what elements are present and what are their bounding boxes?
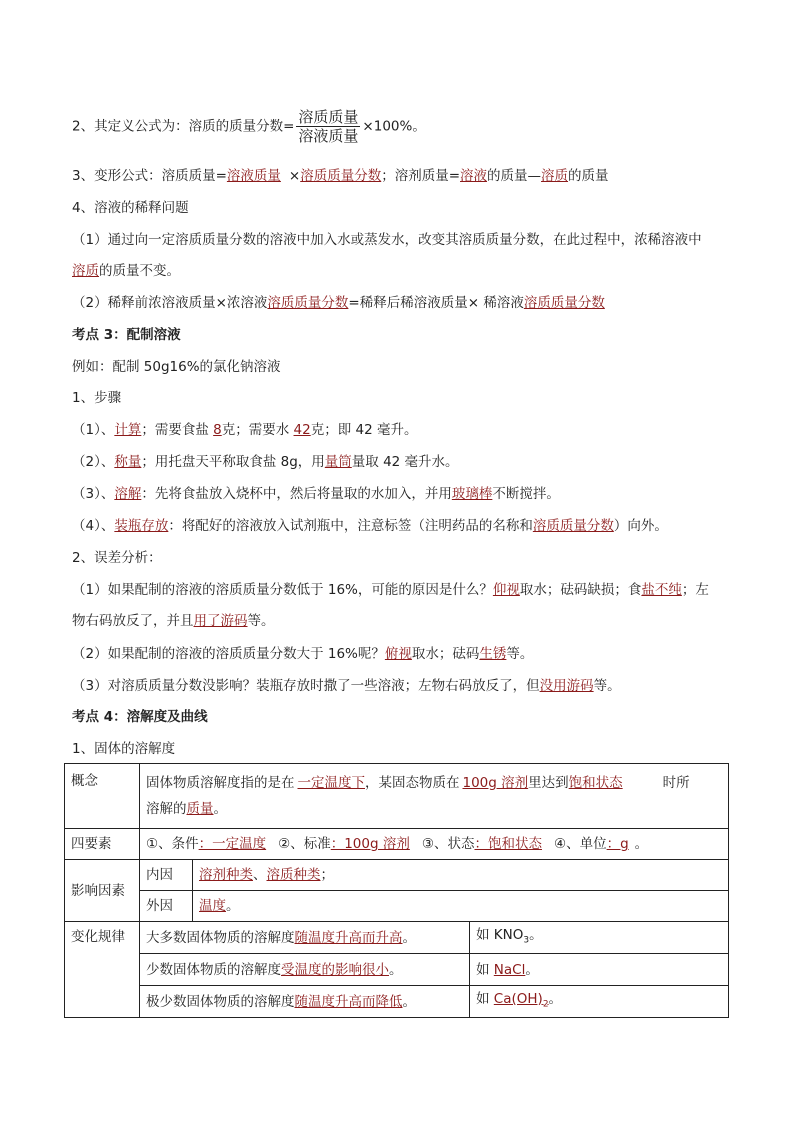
table-row — [65, 764, 729, 829]
text: 。 — [525, 961, 539, 978]
answer — [199, 836, 279, 852]
text: 物右码放反了，并且 — [72, 613, 194, 629]
answer: 随温度升高而降低 — [294, 993, 403, 1010]
denominator: 溶液质量 — [298, 127, 359, 145]
text: 克；即 42 毫升。 — [310, 422, 418, 438]
dilution-line-1 — [72, 231, 702, 249]
answer — [331, 836, 422, 852]
rules-label: 变化规律 — [65, 922, 140, 1018]
step-1 — [72, 421, 417, 439]
answer: 用了游码 — [193, 613, 248, 629]
text: 大多数固体物质的溶解度 — [146, 929, 295, 946]
text: ；用托盘天平称取食盐 8g，用 — [141, 454, 325, 470]
answer: 溶剂种类 — [199, 867, 253, 883]
text: （3）对溶质质量分数没影响？装瓶存放时撒了一些溶液；左物右码放反了，但 — [72, 678, 540, 694]
table-row — [65, 986, 729, 1018]
solubility-table — [64, 763, 729, 1018]
text: ；需要食盐 — [141, 422, 214, 438]
text: （3）、 — [72, 486, 115, 502]
solubility-heading: 1、固体的溶解度 — [72, 741, 176, 757]
step-2 — [72, 453, 459, 471]
text: 如 — [476, 990, 494, 1007]
text: 。 — [529, 926, 543, 943]
answer: 溶质质量分数 — [532, 518, 614, 534]
answer-text: Ca(OH) — [493, 990, 543, 1007]
text: 等。 — [247, 613, 275, 629]
answer: 8 — [213, 422, 222, 438]
text: ③、状态 — [421, 836, 475, 852]
answer: 计算 — [114, 422, 142, 438]
text: （1）如果配制的溶液的溶质质量分数低于 16%，可能的原因是什么？ — [72, 582, 493, 598]
text: =稀释后稀溶液质量× 稀溶液 — [348, 295, 524, 311]
answer: 玻璃棒 — [451, 486, 493, 502]
text: 如 KNO — [476, 926, 524, 943]
answer-text: 饱和状态 — [568, 775, 623, 791]
text: ②、标准 — [278, 836, 331, 852]
error-2 — [72, 645, 533, 663]
dilution-line-1b — [72, 262, 180, 280]
answer: 量筒 — [324, 454, 352, 470]
example-line: 例如：配制 50g16%的氯化钠溶液 — [72, 359, 281, 375]
four-elements-label: 四要素 — [65, 829, 140, 860]
text: ①、条件 — [146, 836, 199, 852]
concept-label: 概念 — [65, 764, 140, 829]
answer: 盐不纯 — [641, 582, 682, 598]
outer-label: 外因 — [140, 891, 193, 922]
dilution-line-2 — [72, 294, 605, 312]
text: ×100%。 — [362, 118, 426, 135]
text: （4）、 — [72, 518, 115, 534]
text: （2）、 — [72, 454, 115, 470]
answer: 溶质质量分数 — [523, 295, 605, 311]
rule-3-cell — [140, 986, 470, 1018]
factors-label: 影响因素 — [65, 860, 140, 922]
text: 量取 42 毫升水。 — [351, 454, 459, 470]
text: 。 — [634, 836, 649, 852]
answer: 没用游码 — [539, 678, 594, 694]
outer-cell — [193, 891, 729, 922]
text: 的质量不变。 — [99, 263, 180, 279]
answer-text: ：一定温度 — [198, 836, 267, 852]
table-row — [65, 860, 729, 891]
text: 的质量 — [568, 168, 609, 184]
answer-text: ：100g 溶剂 — [330, 836, 410, 852]
text: 的质量— — [487, 168, 542, 184]
text: 。 — [389, 961, 403, 978]
answer — [460, 775, 529, 791]
table-row — [65, 922, 729, 954]
rule-2-example — [470, 954, 729, 986]
section-heading-4: 考点 4：溶解度及曲线 — [72, 709, 208, 725]
answer-text: ：饱和状态 — [474, 836, 542, 852]
text: 。 — [402, 993, 416, 1010]
text: （2）稀释前浓溶液质量×浓溶液 — [72, 295, 268, 311]
text: （1）通过向一定溶质质量分数的溶液中加入水或蒸发水，改变其溶质质量分数，在此过程中，浓稀溶液中 — [72, 232, 702, 248]
text: × — [288, 168, 301, 184]
answer: 溶液质量 — [226, 168, 281, 184]
table-row — [65, 891, 729, 922]
text: （1）、 — [72, 422, 115, 438]
text: 极少数固体物质的溶解度 — [146, 993, 295, 1010]
text: ，某固态物质在 — [365, 775, 460, 791]
text: 少数固体物质的溶解度 — [146, 961, 281, 978]
steps-heading: 1、步骤 — [72, 390, 122, 406]
answer — [607, 836, 635, 852]
fraction — [296, 108, 360, 145]
text: ；左 — [681, 582, 709, 598]
error-1 — [72, 581, 709, 599]
answer: 溶质种类 — [266, 867, 321, 883]
text: ：先将食盐放入烧杯中，然后将量取的水加入，并用 — [141, 486, 452, 502]
text: 。 — [213, 801, 227, 817]
subscript: 2 — [542, 999, 549, 1010]
rule-3-example — [470, 986, 729, 1018]
answer: 随温度升高而升高 — [294, 929, 403, 946]
answer: 温度 — [199, 898, 226, 914]
text: ；溶剂质量= — [381, 168, 461, 184]
error-3 — [72, 677, 621, 695]
text: 溶解的 — [146, 801, 187, 817]
answer: 受温度的影响很小 — [281, 961, 389, 978]
answer-text: ：g — [606, 836, 629, 852]
dilution-heading: 4、溶液的稀释问题 — [72, 200, 189, 216]
formula-line — [72, 108, 426, 145]
answer: NaCl — [493, 961, 526, 978]
answer: 溶解 — [114, 486, 142, 502]
answer: 俯视 — [384, 646, 412, 662]
answer: 称量 — [114, 454, 142, 470]
rule-1-example — [470, 922, 729, 954]
text: 、 — [253, 867, 267, 883]
section-heading-3: 考点 3：配制溶液 — [72, 327, 181, 343]
answer: 溶液 — [460, 168, 488, 184]
text: 2、其定义公式为：溶质的质量分数= — [72, 118, 295, 135]
text: （2）如果配制的溶液的溶质质量分数大于 16%呢？ — [72, 646, 385, 662]
text: 等。 — [593, 678, 621, 694]
step-3 — [72, 485, 560, 503]
text: 不断搅拌。 — [492, 486, 560, 502]
text: 3、变形公式：溶质质量= — [72, 168, 227, 184]
transform-formula-line — [72, 167, 609, 185]
subscript: 3 — [523, 935, 530, 946]
step-4 — [72, 517, 668, 535]
text: ④、单位 — [553, 836, 607, 852]
inner-label: 内因 — [140, 860, 193, 891]
text: 。 — [548, 990, 563, 1007]
concept-cell — [140, 764, 729, 829]
answer: 42 — [293, 422, 311, 438]
answer: 溶质 — [541, 168, 569, 184]
table-row — [65, 954, 729, 986]
text: 固体物质溶解度指的是在 — [146, 775, 295, 791]
text: 。 — [402, 929, 416, 946]
text: 里达到 — [528, 775, 569, 791]
text: 克；需要水 — [221, 422, 294, 438]
answer-text: 一定温度下 — [297, 775, 365, 791]
answer: 装瓶存放 — [114, 518, 169, 534]
numerator: 溶质质量 — [298, 108, 359, 126]
answer: 溶质 — [72, 263, 99, 279]
rule-1-cell — [140, 922, 470, 954]
text: ； — [320, 867, 334, 883]
answer-text: 100g 溶剂 — [462, 775, 529, 791]
text: 等。 — [506, 646, 534, 662]
table-row — [65, 829, 729, 860]
answer — [295, 775, 366, 791]
answer: 溶质质量分数 — [267, 295, 349, 311]
text: 时所 — [662, 775, 690, 791]
answer: 仰视 — [492, 582, 520, 598]
text: 取水；砝码 — [411, 646, 480, 662]
answer — [474, 836, 554, 852]
rule-2-cell — [140, 954, 470, 986]
four-elements-cell — [140, 829, 729, 860]
answer — [569, 775, 663, 791]
inner-cell — [193, 860, 729, 891]
text: 取水；砝码缺损；食 — [519, 582, 642, 598]
text: 如 — [476, 961, 494, 978]
error-heading: 2、误差分析： — [72, 550, 162, 566]
answer: 质量 — [186, 801, 214, 817]
error-1b — [72, 612, 275, 630]
text: 。 — [226, 898, 240, 914]
text: ：将配好的溶液放入试剂瓶中，注意标签（注明药品的名称和 — [168, 518, 533, 534]
answer — [493, 990, 549, 1010]
answer: 生锈 — [479, 646, 507, 662]
answer: 溶质质量分数 — [300, 168, 382, 184]
text: ）向外。 — [613, 518, 668, 534]
